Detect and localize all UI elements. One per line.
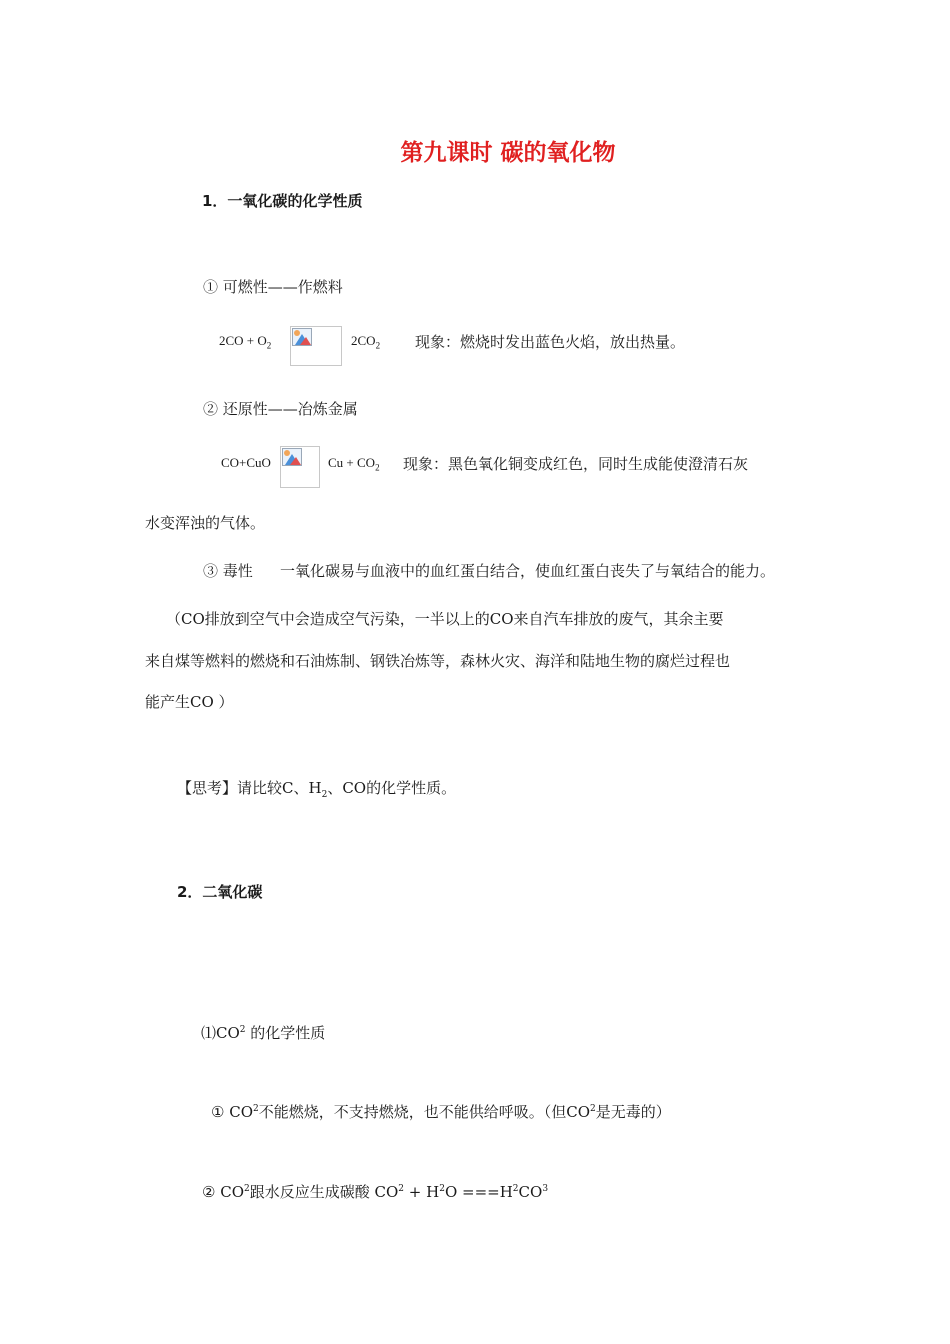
note-line1: （CO排放到空气中会造成空气污染，一半以上的CO来自汽车排放的废气，其余主要	[166, 610, 724, 628]
broken-image-icon	[292, 328, 312, 346]
co2-property2: ② $CO^2$跟水反应生成碳酸 $CO^2 + H^2O ===H^2CO^3$	[202, 1183, 549, 1201]
section1-heading: 1．一氧化碳的化学性质	[202, 192, 363, 210]
equation2-right: $Cu + CO_2$	[328, 455, 380, 473]
reaction-condition-image	[290, 326, 342, 366]
phenomenon1: 现象：燃烧时发出蓝色火焰，放出热量。	[415, 333, 686, 351]
note-line2: 来自煤等燃料的燃烧和石油炼制、钢铁冶炼等，森林火灾、海洋和陆地生物的腐烂过程也	[145, 652, 731, 670]
phenomenon2: 现象：黑色氧化铜变成红色，同时生成能使澄清石灰	[403, 455, 749, 473]
phenomenon2-continued: 水变浑浊的气体。	[145, 514, 266, 532]
co2-property1: ① $CO^2$不能燃烧，不支持燃烧，也不能供给呼吸。（但$CO^2$是无毒的）	[211, 1103, 671, 1121]
broken-image-icon	[282, 448, 302, 466]
reaction-condition-image	[280, 446, 320, 488]
section2-heading: 2．二氧化碳	[177, 883, 263, 901]
equation1-right: $2CO_2$	[351, 333, 381, 351]
page-title: 第九课时 碳的氧化物	[400, 140, 616, 166]
think-prompt: 【思考】请比较C、$H_2$、CO的化学性质。	[177, 779, 457, 800]
equation2-left: CO+CuO	[221, 455, 271, 470]
co2-properties-subheading: $⑴CO^2$ 的化学性质	[201, 1024, 326, 1042]
property3-label: ③ 毒性	[203, 562, 253, 580]
property3-text: 一氧化碳易与血液中的血红蛋白结合，使血红蛋白丧失了与氧结合的能力。	[280, 562, 776, 580]
equation1-left: $2CO + O_2$	[219, 333, 272, 351]
property2-label: ② 还原性——冶炼金属	[203, 400, 358, 418]
note-line3: 能产生CO ）	[145, 693, 234, 711]
property1-label: ① 可燃性——作燃料	[203, 278, 343, 296]
